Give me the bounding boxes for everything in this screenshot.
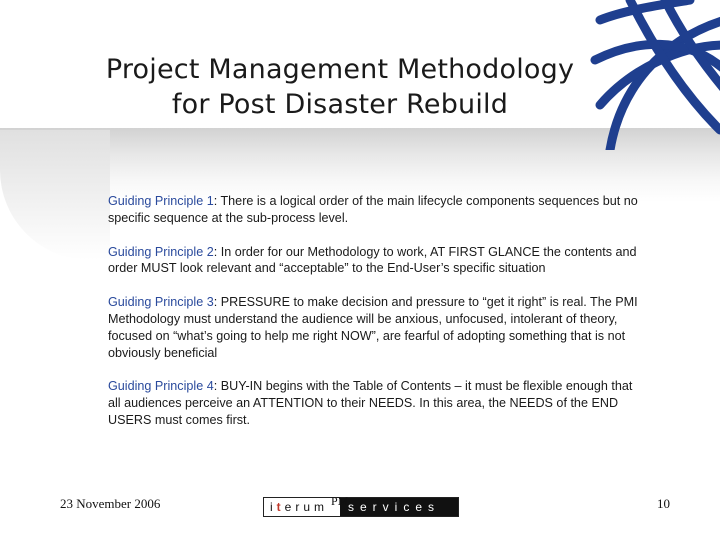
logo-pm: PM (331, 494, 349, 508)
principle-text: : PRESSURE to make decision and pressure to “get it right” is real. The PMI Methodology must understand the audience will be anxious, unfocused, intolerant of theory, focused on “what’s going to help me right NOW”, are fearful of adopting something that is not obviously beneficial (108, 295, 638, 360)
principle-label: Guiding Principle 4 (108, 379, 214, 394)
slide-title (40, 52, 640, 122)
title-line-2: for Post Disaster Rebuild (171, 89, 509, 120)
company-logo (263, 497, 459, 517)
principle-label: Guiding Principle 3 (108, 295, 214, 310)
principle-4 (108, 378, 643, 428)
logo-right: services (340, 498, 458, 516)
principle-3 (108, 294, 643, 361)
principle-text: : In order for our Methodology to work, AT FIRST GLANCE the contents and order MUST look relevant and “acceptable” to the End-User’s specific situation (108, 244, 637, 276)
principle-label: Guiding Principle 2 (108, 244, 214, 259)
title-line-1: Project Management Methodology (105, 54, 575, 85)
logo-left (264, 498, 340, 516)
principle-1 (108, 193, 643, 227)
logo-rest: erum (284, 500, 329, 514)
principle-text: : There is a logical order of the main lifecycle components sequences but no specific sequence at the sub-process level. (108, 194, 638, 225)
footer-date: 23 November 2006 (60, 496, 161, 511)
principle-text: : BUY-IN begins with the Table of Contents – it must be flexible enough that all audiences perceive an ATTENTION to their NEEDS. In this area, the NEEDS of the END USERS must comes first. (108, 379, 633, 427)
principles-list (108, 193, 643, 446)
principle-2 (108, 244, 643, 278)
page-number: 10 (657, 496, 670, 511)
logo-prefix: i (270, 500, 277, 514)
logo-highlight: t (276, 500, 285, 514)
header-band-curve (0, 130, 110, 260)
principle-label: Guiding Principle 1 (108, 194, 214, 208)
